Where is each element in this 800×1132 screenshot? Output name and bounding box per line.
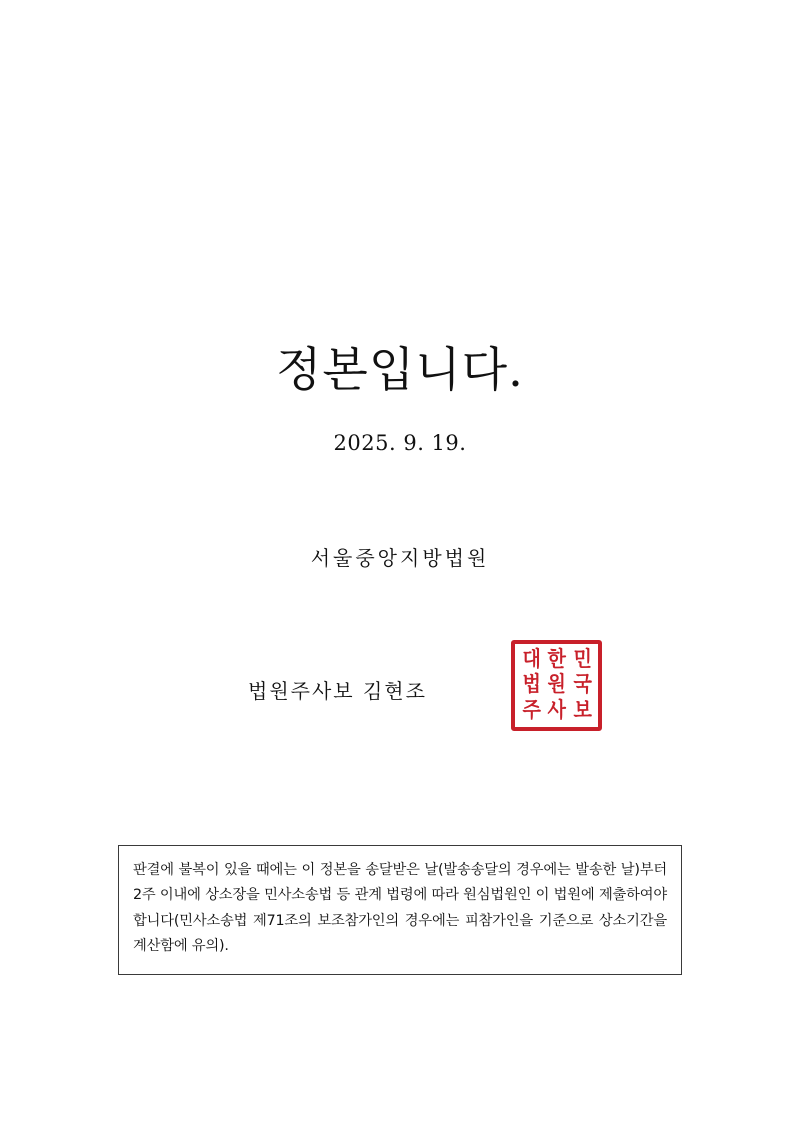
seal-char: 한: [547, 647, 566, 672]
officer-row: [0, 645, 800, 735]
seal-grid: [519, 648, 594, 723]
seal-char: 민: [573, 647, 591, 672]
issue-date: 2025. 9. 19.: [333, 431, 467, 455]
seal-char: 대: [522, 647, 540, 672]
court-seal-icon: [511, 640, 602, 731]
seal-char: 사: [547, 698, 566, 723]
seal-char: 보: [573, 698, 591, 723]
seal-char: 원: [547, 672, 566, 698]
officer-name: 법원주사보 김현조: [248, 679, 427, 703]
seal-char: 법: [522, 672, 540, 698]
seal-char: 국: [573, 672, 591, 698]
seal-char: 주: [522, 698, 540, 723]
page-title: 정본입니다.: [276, 343, 524, 398]
court-name: 서울중앙지방법원: [310, 546, 490, 570]
appeal-notice-box: [118, 845, 682, 975]
appeal-notice-text: 판결에 불복이 있을 때에는 이 정본을 송달받은 날(발송송달의 경우에는 발송한 날)부터 2주 이내에 상소장을 민사소송법 등 관계 법령에 따라 원심법원인 이 법원에 제출하여야 합니다(민사소송법 제71조의 보조참가인의 경우에는 피참가인을 기준으로 상소기간을 계산함에 유의).: [133, 862, 667, 955]
